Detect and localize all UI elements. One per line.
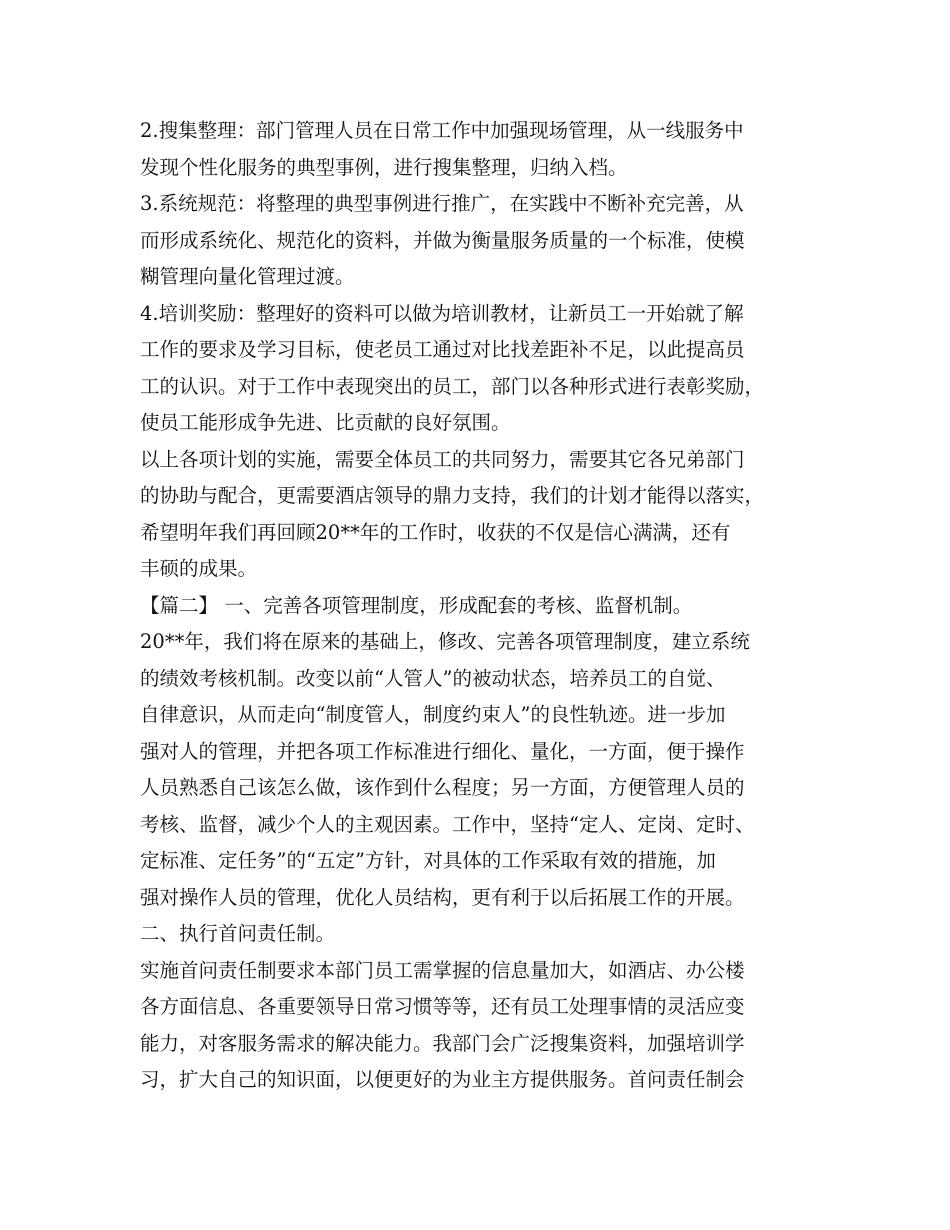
text-line: 发现个性化服务的典型事例，进行搜集整理，归纳入档。 bbox=[140, 155, 628, 179]
text-line: 强对操作人员的管理，优化人员结构，更有利于以后拓展工作的开展。 bbox=[140, 885, 745, 909]
text-line: 4.培训奖励：整理好的资料可以做为培训教材，让新员工一开始就了解 bbox=[140, 301, 744, 325]
text-line: 各方面信息、各重要领导日常习惯等等，还有员工处理事情的灵活应变 bbox=[140, 995, 745, 1018]
text-line: 而形成系统化、规范化的资料，并做为衡量服务质量的一个标准，使模 bbox=[140, 228, 745, 252]
text-line: 糊管理向量化管理过渡。 bbox=[140, 265, 355, 288]
text-line: 希望明年我们再回顾20**年的工作时，收获的不仅是信心满满，还有 bbox=[140, 520, 731, 544]
text-line: 考核、监督，减少个人的主观因素。工作中，坚持“定人、定岗、定时、 bbox=[140, 812, 755, 836]
section-heading: 【篇二】 一、完善各项管理制度，形成配套的考核、监督机制。 bbox=[140, 593, 693, 617]
body-text bbox=[140, 113, 840, 1099]
text-line: 的协助与配合，更需要酒店领导的鼎力支持，我们的计划才能得以落实， bbox=[140, 484, 765, 507]
text-line: 定标准、定任务”的“五定”方针，对具体的工作采取有效的措施，加 bbox=[140, 849, 716, 872]
text-line: 习，扩大自己的知识面，以便更好的为业主方提供服务。首问责任制会 bbox=[140, 1068, 745, 1091]
text-line: 2.搜集整理：部门管理人员在日常工作中加强现场管理，从一线服务中 bbox=[140, 119, 744, 142]
text-line: 实施首问责任制要求本部门员工需掌握的信息量加大，如酒店、办公楼 bbox=[140, 958, 745, 982]
text-line: 3.系统规范：将整理的典型事例进行推广，在实践中不断补充完善，从 bbox=[140, 192, 744, 215]
text-line: 以上各项计划的实施，需要全体员工的共同努力，需要其它各兄弟部门 bbox=[140, 447, 745, 471]
text-line: 丰硕的成果。 bbox=[140, 557, 258, 580]
text-line: 的绩效考核机制。改变以前“人管人”的被动状态，培养员工的自觉、 bbox=[140, 666, 726, 690]
text-line: 工的认识。对于工作中表现突出的员工，部门以各种形式进行表彰奖励， bbox=[140, 374, 765, 398]
text-line: 人员熟悉自己该怎么做，该作到什么程度；另一方面，方便管理人员的 bbox=[140, 776, 745, 799]
text-line: 20**年，我们将在原来的基础上，修改、完善各项管理制度，建立系统 bbox=[140, 630, 750, 653]
text-line: 工作的要求及学习目标，使老员工通过对比找差距补不足，以此提高员 bbox=[140, 338, 745, 361]
text-line: 自律意识，从而走向“制度管人，制度约束人”的良性轨迹。进一步加 bbox=[140, 703, 726, 726]
section-heading: 二、执行首问责任制。 bbox=[140, 922, 336, 945]
text-line: 能力，对客服务需求的解决能力。我部门会广泛搜集资料，加强培训学 bbox=[140, 1031, 745, 1055]
text-line: 强对人的管理，并把各项工作标准进行细化、量化，一方面，便于操作 bbox=[140, 739, 745, 763]
text-line: 使员工能形成争先进、比贡献的良好氛围。 bbox=[140, 411, 511, 434]
